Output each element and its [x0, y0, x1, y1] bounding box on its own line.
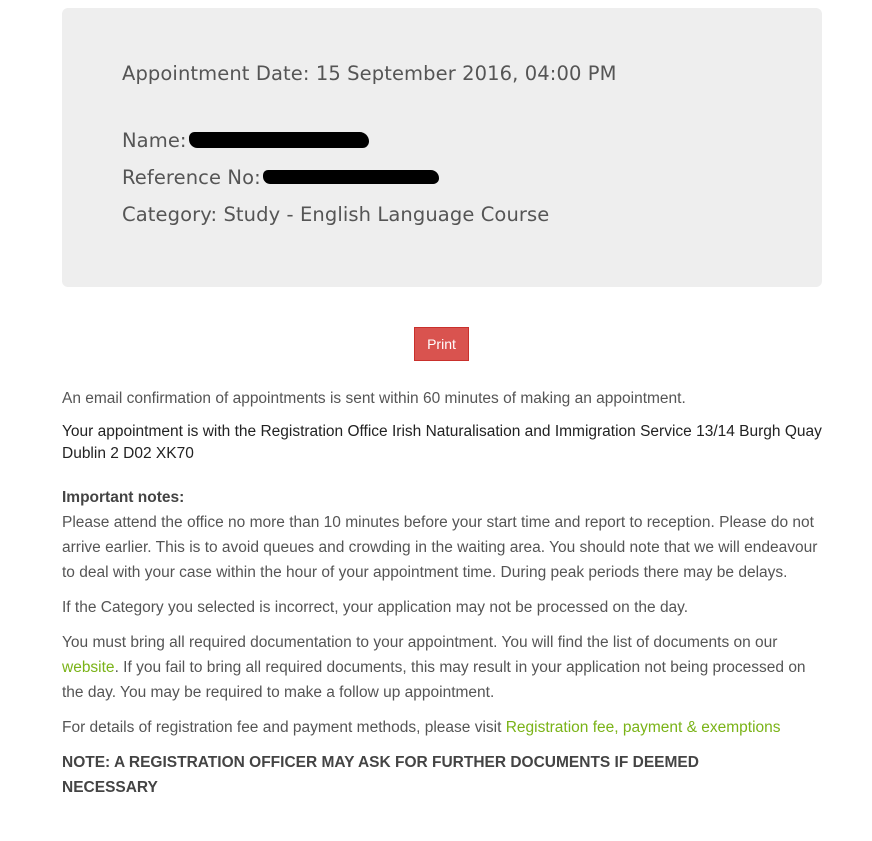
documents-text-before: You must bring all required documentation to your appointment. You will find the list of documents on our [62, 634, 778, 651]
reference-number-label: Reference No: [122, 166, 261, 189]
registration-fee-text: For details of registration fee and payment methods, please visit [62, 719, 506, 736]
applicant-name-line [122, 129, 369, 152]
documents-text-after: . If you fail to bring all required documents, this may result in your application not being processed on the day. You may be required to make a follow up appointment. [62, 659, 806, 701]
category-warning-text: If the Category you selected is incorrect, your application may not be processed on the day. [62, 599, 689, 616]
appointment-date-value: 15 September 2016, 04:00 PM [315, 62, 617, 85]
important-notes-text: Please attend the office no more than 10 minutes before your start time and report to reception. Please do not arrive earlier. This is to avoid queues and crowding in the waiting area. You should note that we will endeavour to deal with your case within the hour of your appointment time. During peak periods there may be delays. [62, 514, 818, 581]
appointment-summary-panel [62, 8, 822, 287]
email-confirmation-text: An email confirmation of appointments is sent within 60 minutes of making an appointment. [62, 390, 686, 407]
appointment-location-text: Your appointment is with the Registration Office Irish Naturalisation and Immigration Service 13/14 Burgh Quay Dublin 2 D02 XK70 [62, 423, 822, 462]
appointment-date-line [122, 62, 617, 85]
category-value: Study - English Language Course [223, 203, 550, 226]
reference-number-line [122, 166, 439, 189]
important-notes-heading: Important notes: [62, 489, 185, 506]
name-redaction-mark [189, 132, 369, 148]
registration-fee-paragraph [62, 715, 827, 740]
registration-fee-link[interactable]: Registration fee, payment & exemptions [505, 719, 781, 736]
applicant-name-label: Name: [122, 129, 187, 152]
further-documents-note: NOTE: A REGISTRATION OFFICER MAY ASK FOR FURTHER DOCUMENTS IF DEEMED NECESSARY [62, 754, 699, 796]
appointment-date-label: Appointment Date: [122, 62, 310, 85]
reference-redaction-mark [263, 170, 439, 184]
documents-paragraph [62, 630, 827, 705]
website-link[interactable]: website [62, 659, 115, 676]
category-line [122, 203, 549, 226]
print-button[interactable]: Print [414, 327, 469, 361]
important-notes-section [62, 485, 827, 585]
category-label: Category: [122, 203, 218, 226]
